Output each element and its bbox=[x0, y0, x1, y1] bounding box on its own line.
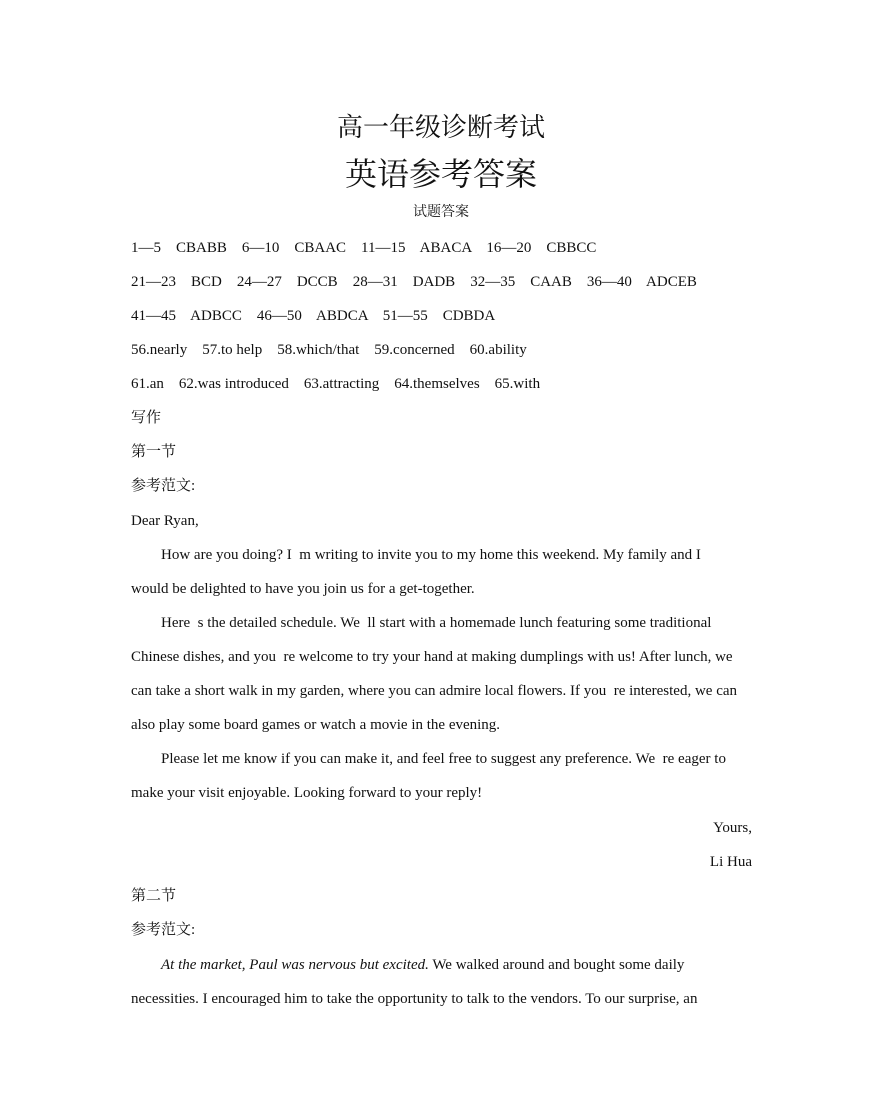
letter-line: can take a short walk in my garden, where you can admire local flowers. If you re interested, we can bbox=[131, 683, 738, 699]
exam-title: 高一年级诊断考试 bbox=[336, 113, 545, 142]
exam-subtitle: 英语参考答案 bbox=[344, 156, 537, 192]
letter-signature: Li Hua bbox=[709, 854, 752, 870]
story-line-2: necessities. I encouraged him to take the opportunity to talk to the vendors. To our surprise, an bbox=[131, 991, 698, 1007]
story-line-1-rest: We walked around and bought some daily bbox=[428, 957, 685, 973]
part1-sample-label: 参考范文: bbox=[131, 478, 196, 494]
part1-heading: 第一节 bbox=[131, 444, 177, 460]
answer-row-4: 56.nearly 57.to help 58.which/that 59.concerned 60.ability bbox=[131, 342, 527, 358]
answer-row-2: 21—23 BCD 24—27 DCCB 28—31 DADB 32—35 CAAB 36—40 ADCEB bbox=[131, 274, 697, 290]
letter-line: Here s the detailed schedule. We ll start with a homemade lunch featuring some traditional bbox=[161, 615, 712, 631]
answer-row-1: 1—5 CBABB 6—10 CBAAC 11—15 ABACA 16—20 CBBCC bbox=[131, 240, 597, 256]
letter-line: Please let me know if you can make it, and feel free to suggest any preference. We re eager to bbox=[161, 751, 726, 767]
letter-greeting: Dear Ryan, bbox=[131, 513, 199, 529]
letter-closing: Yours, bbox=[713, 820, 752, 836]
writing-heading: 写作 bbox=[131, 410, 162, 426]
letter-line: Chinese dishes, and you re welcome to try your hand at making dumplings with us! After lunch, we bbox=[131, 649, 733, 665]
letter-line: make your visit enjoyable. Looking forward to your reply! bbox=[131, 785, 483, 801]
part2-heading: 第二节 bbox=[131, 888, 177, 904]
letter-line: also play some board games or watch a movie in the evening. bbox=[131, 717, 501, 733]
letter-line: How are you doing? I m writing to invite you to my home this weekend. My family and I bbox=[161, 547, 701, 563]
story-line-1 bbox=[161, 955, 801, 975]
part2-sample-label: 参考范文: bbox=[131, 922, 196, 938]
letter-line: would be delighted to have you join us for a get-together. bbox=[131, 581, 475, 597]
section-label: 试题答案 bbox=[413, 205, 469, 220]
story-opening-italic: At the market, Paul was nervous but excited. bbox=[161, 957, 429, 973]
answer-row-3: 41—45 ADBCC 46—50 ABDCA 51—55 CDBDA bbox=[131, 308, 496, 324]
answer-row-5: 61.an 62.was introduced 63.attracting 64.themselves 65.with bbox=[131, 376, 541, 392]
